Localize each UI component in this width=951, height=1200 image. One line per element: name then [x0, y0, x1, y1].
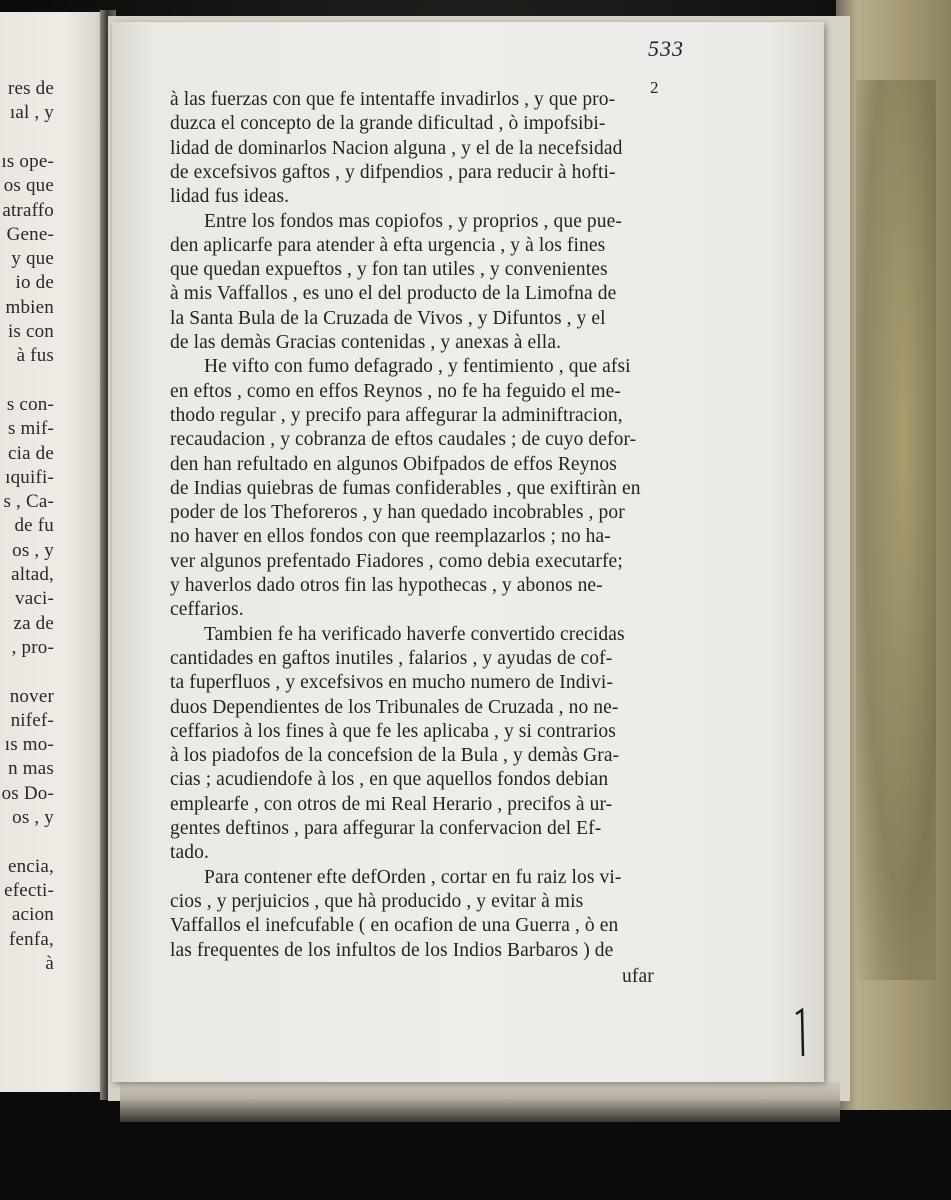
left-text-fragment: vaci-: [15, 588, 54, 610]
left-text-fragment: fenfa,: [9, 928, 54, 950]
text-line: ceffarios.: [170, 599, 244, 621]
text-line: tado.: [170, 842, 209, 864]
text-line: den han refultado en algunos Obifpados de effos Reynos: [170, 453, 617, 475]
left-text-fragment: cia de: [7, 442, 54, 464]
left-text-fragment: os Do-: [1, 782, 54, 804]
text-line: cios , y perjuicios , que hà producido , y evitar à mis: [170, 890, 584, 912]
left-text-fragment: Gene-: [6, 223, 54, 245]
left-page: [0, 12, 106, 1092]
text-line: en eftos , como en effos Reynos , no fe ha feguido el me-: [170, 380, 622, 402]
left-text-fragment: ıs ope-: [1, 150, 54, 172]
left-text-fragment: n mas: [8, 758, 54, 780]
text-line: Para contener efte defOrden , cortar en fu raiz los vi-: [204, 866, 622, 888]
left-text-fragment: encia,: [7, 855, 54, 877]
text-line: à los piadofos de la concefsion de la Bula , y demàs Gra-: [170, 745, 620, 767]
left-text-fragment: mbien: [5, 296, 54, 318]
left-text-fragment: os que: [3, 175, 54, 197]
left-text-fragment: ıquifi-: [5, 466, 54, 488]
text-line: Tambien fe ha verificado haverfe convertido crecidas: [204, 623, 625, 645]
text-line: à las fuerzas con que fe intentaffe invadirlos , y que pro-: [170, 89, 616, 110]
ink-mark-icon: [794, 1008, 808, 1058]
left-text-fragment: , pro-: [11, 636, 54, 658]
text-line: He vifto con fumo defagrado , y fentimiento , que afsi: [204, 356, 631, 378]
left-text-fragment: res de: [7, 78, 54, 99]
left-text-fragment: à fus: [16, 345, 54, 367]
left-text-fragment: atraffo: [2, 199, 54, 221]
signature-mark: 2: [650, 78, 659, 97]
left-text-fragment: à: [45, 952, 54, 974]
catchword: ufar: [622, 965, 654, 987]
left-text-fragment: za de: [13, 612, 54, 634]
left-text-fragment: acion: [11, 904, 54, 926]
left-text-fragment: de fu: [14, 515, 54, 537]
left-text-fragment: os , y: [12, 807, 54, 828]
text-line: poder de los Theforeros , y han quedado incobrables , por: [170, 502, 625, 524]
left-text-fragment: is con: [7, 321, 54, 342]
left-text-fragment: s con-: [6, 393, 54, 415]
left-text-fragment: efecti-: [4, 879, 54, 901]
left-text-fragment: nover: [9, 685, 54, 707]
text-line: de Indias quiebras de fumas confiderables , que exiftiràn en: [170, 477, 641, 499]
text-line: y haverlos dado otros fin las hypothecas , y abonos ne-: [170, 575, 603, 596]
left-text-fragment: s , Ca-: [3, 491, 54, 513]
text-line: ceffarios à los fines à que fe les aplicaba , y si contrarios: [170, 720, 616, 742]
left-text-fragment: io de: [15, 272, 54, 294]
text-line: no haver en ellos fondos con que reemplazarlos ; no ha-: [170, 526, 611, 548]
text-line: à mis Vaffallos , es uno el del producto de la Limofna de: [170, 283, 617, 305]
page-bottom-edge: [120, 1082, 840, 1122]
left-text-fragment: altad,: [11, 564, 54, 585]
page-number: 533: [648, 36, 684, 61]
left-text-fragment: nifef-: [10, 709, 54, 731]
text-line: duzca el concepto de la grande dificultad , ò impofsibi-: [170, 113, 606, 135]
text-line: cantidades en gaftos inutiles , falarios , y ayudas de cof-: [170, 647, 613, 669]
text-line: lidad fus ideas.: [170, 186, 290, 208]
text-line: que quedan expueftos , y fon tan utiles , y convenientes: [170, 259, 608, 281]
left-text-fragment: s mif-: [7, 418, 54, 440]
text-line: Entre los fondos mas copiofos , y proprios , que pue-: [204, 210, 622, 232]
left-text-fragment: ıal , y: [9, 102, 54, 124]
text-line: las frequentes de los infultos de los Indios Barbaros ) de: [170, 939, 614, 961]
text-line: la Santa Bula de la Cruzada de Vivos , y Difuntos , y el: [170, 307, 606, 329]
text-line: recaudacion , y cobranza de eftos caudales ; de cuyo defor-: [170, 429, 637, 451]
text-line: duos Dependientes de los Tribunales de Cruzada , no ne-: [170, 696, 619, 718]
text-line: cias ; acudiendofe à los , en que aquellos fondos debian: [170, 769, 609, 791]
text-line: gentes deftinos , para affegurar la confervacion del Ef-: [170, 818, 602, 839]
left-text-fragment: ıs mo-: [4, 734, 54, 756]
left-text-fragment: y que: [11, 248, 54, 270]
text-line: thodo regular , y precifo para affegurar la adminiftracion,: [170, 404, 623, 426]
text-line: de excefsivos gaftos , y difpendios , para reducir à hofti-: [170, 161, 616, 183]
text-line: ver algunos prefentado Fiadores , como debia executarfe;: [170, 550, 623, 572]
text-line: ta fuperfluos , y excefsivos en mucho numero de Indivi-: [170, 672, 614, 694]
text-line: den aplicarfe para atender à efta urgencia , y à los fines: [170, 234, 606, 256]
text-line: lidad de dominarlos Nacion alguna , y el de la necefsidad: [170, 137, 623, 159]
text-line: Vaffallos el inefcufable ( en ocafion de una Guerra , ò en: [170, 915, 619, 937]
text-line: emplearfe , con otros de mi Real Herario , precifos à ur-: [170, 793, 613, 815]
left-text-fragment: os , y: [12, 539, 54, 561]
text-line: de las demàs Gracias contenidas , y anexas à ella.: [170, 332, 562, 353]
book-cover: [836, 0, 951, 1110]
